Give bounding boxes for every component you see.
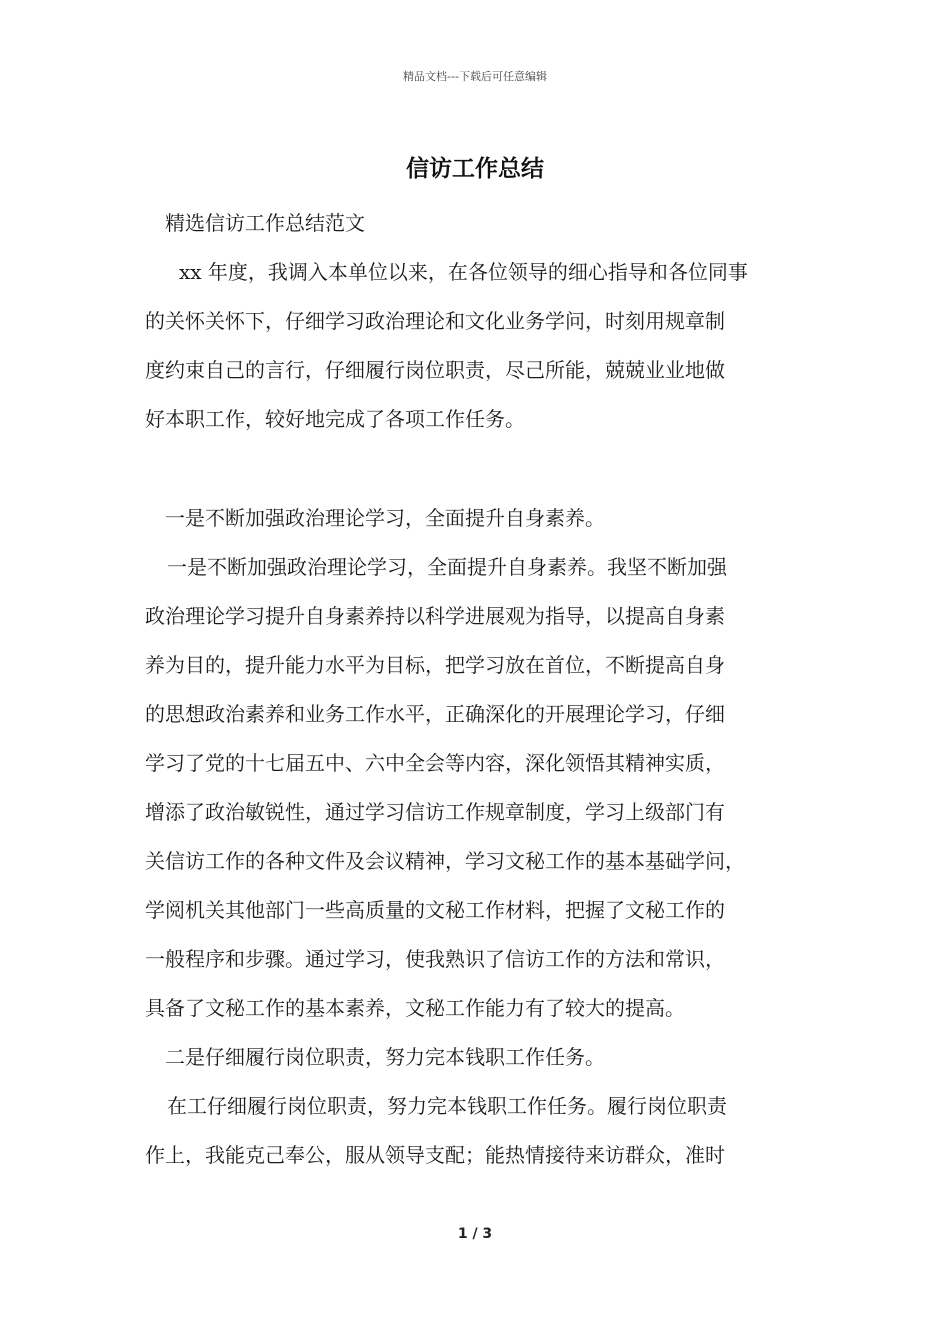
spacer bbox=[145, 450, 825, 500]
paragraph-line: 一是不断加强政治理论学习，全面提升自身素养。我坚不断加强 bbox=[167, 555, 727, 579]
section-heading: 二是仔细履行岗位职责，努力完本钱职工作任务。 bbox=[165, 1045, 605, 1069]
paragraph-line: 具备了文秘工作的基本素养，文秘工作能力有了较大的提高。 bbox=[145, 996, 685, 1020]
paragraph-line: 的关怀关怀下，仔细学习政治理论和文化业务学问，时刻用规章制 bbox=[145, 309, 725, 333]
paragraph-line: 关信访工作的各种文件及会议精神，学习文秘工作的基本基础学问， bbox=[145, 849, 745, 873]
page-header: 精品文档---下载后可任意编辑 bbox=[403, 70, 547, 83]
page-number: 1 / 3 bbox=[457, 1226, 493, 1242]
paragraph-line: 的思想政治素养和业务工作水平，正确深化的开展理论学习，仔细 bbox=[145, 702, 725, 726]
paragraph-line: 政治理论学习提升自身素养持以科学进展观为指导，以提高自身素 bbox=[145, 604, 725, 628]
paragraph-line: 度约束自己的言行，仔细履行岗位职责，尽己所能，兢兢业业地做 bbox=[145, 358, 725, 382]
paragraph-line: 养为目的，提升能力水平为目标，把学习放在首位，不断提高自身 bbox=[145, 653, 725, 677]
paragraph-line: 学阅机关其他部门一些高质量的文秘工作材料，把握了文秘工作的 bbox=[145, 898, 725, 922]
subtitle: 精选信访工作总结范文 bbox=[165, 211, 365, 235]
document-body bbox=[145, 205, 825, 1186]
paragraph-line: 好本职工作，较好地完成了各项工作任务。 bbox=[145, 407, 525, 431]
paragraph-line: 增添了政治敏锐性，通过学习信访工作规章制度，学习上级部门有 bbox=[145, 800, 725, 824]
paragraph-line: xx 年度，我调入本单位以来，在各位领导的细心指导和各位同事 bbox=[179, 260, 748, 284]
paragraph-line: 学习了党的十七届五中、六中全会等内容，深化领悟其精神实质， bbox=[145, 751, 725, 775]
page-title: 信访工作总结 bbox=[406, 155, 544, 182]
paragraph-line: 作上，我能克己奉公，服从领导支配；能热情接待来访群众，准时 bbox=[145, 1143, 725, 1167]
paragraph-line: 一般程序和步骤。通过学习，使我熟识了信访工作的方法和常识， bbox=[145, 947, 725, 971]
paragraph-line: 在工仔细履行岗位职责，努力完本钱职工作任务。履行岗位职责 bbox=[167, 1094, 727, 1118]
section-heading: 一是不断加强政治理论学习，全面提升自身素养。 bbox=[165, 506, 605, 530]
